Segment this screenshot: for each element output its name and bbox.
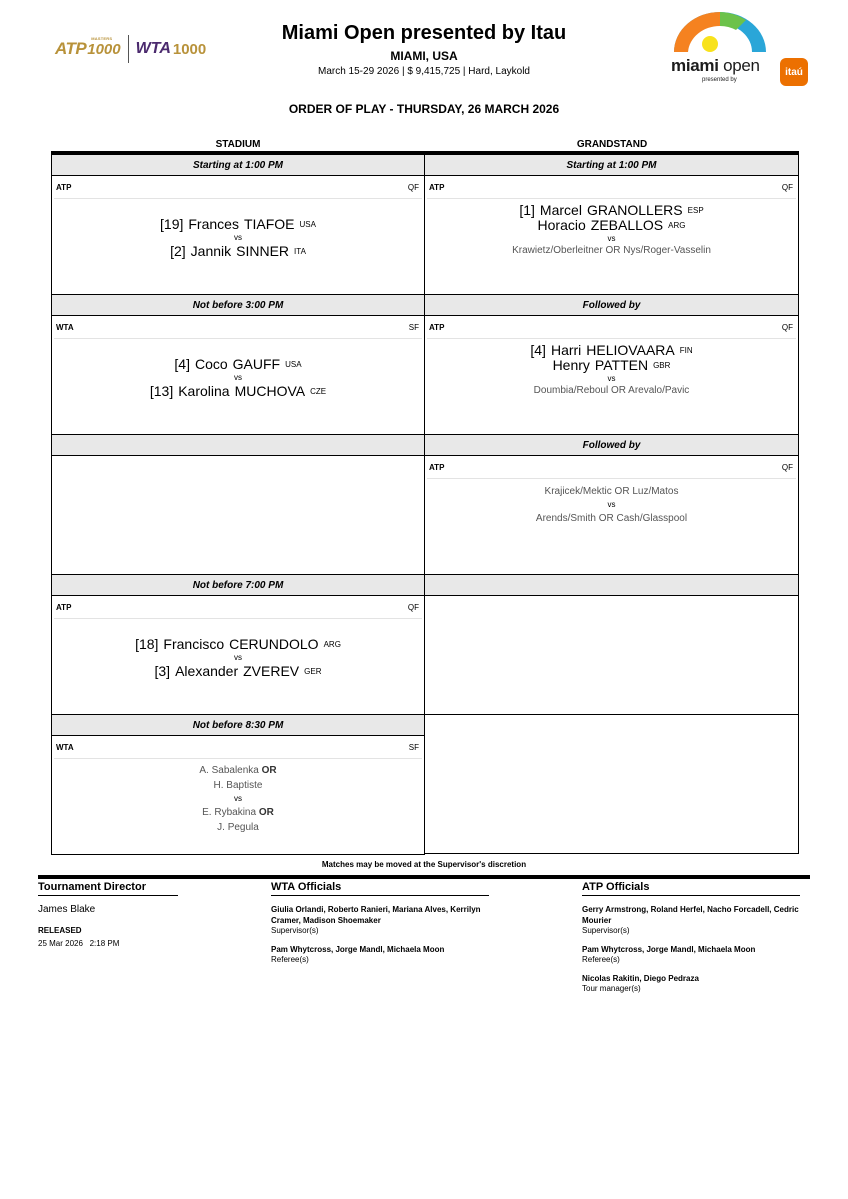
grandstand-column [425, 155, 799, 854]
match-meta [54, 176, 422, 199]
vs-label: vs [607, 374, 616, 383]
tour-label: WTA [56, 743, 74, 752]
tour-label: WTA [56, 323, 74, 332]
round-label: SF [408, 743, 419, 752]
match-slot [51, 715, 425, 855]
td-title: Tournament Director [38, 881, 178, 896]
atp-referees: Pam Whytcross, Jorge Mandl, Michaela Moon Referee(s) [582, 945, 756, 964]
match-slot [425, 295, 799, 435]
wta-officials-title: WTA Officials [271, 881, 489, 896]
team-options-1: Krajicek/Mektic OR Luz/Matos [544, 486, 679, 497]
match-meta [54, 316, 422, 339]
atp-officials-title: ATP Officials [582, 881, 800, 896]
match-slot [425, 155, 799, 295]
team-options-2: Arends/Smith OR Cash/Glasspool [535, 513, 688, 524]
footer-rule [38, 875, 810, 879]
tour-label: ATP [429, 183, 445, 192]
atp-supervisors: Gerry Armstrong, Roland Herfel, Nacho Forcadell, Cedric Mourier Supervisor(s) [582, 905, 799, 935]
slot-time: Not before 3:00 PM [52, 295, 424, 316]
tour-label: ATP [56, 183, 72, 192]
match-slot [425, 435, 799, 575]
match-meta [54, 596, 422, 619]
vs-label: vs [234, 233, 242, 242]
miami-open-logo [670, 10, 820, 90]
empty-slot [425, 714, 799, 854]
player-1: [19] Frances TIAFOE USA [160, 216, 316, 232]
tour-label: ATP [429, 323, 445, 332]
slot-time: Starting at 1:00 PM [425, 155, 798, 176]
match-players [52, 619, 424, 680]
vs-label: vs [607, 234, 616, 243]
player-1: [4] Harri HELIOVAARA FIN [530, 342, 693, 358]
slot-time: Not before 7:00 PM [52, 575, 424, 596]
page-header [0, 0, 848, 130]
match-meta [427, 176, 796, 199]
round-label: SF [408, 323, 419, 332]
tournament-city: MIAMI, USA [390, 49, 458, 63]
match-players [425, 199, 798, 258]
atp-logo-text: ATP [55, 39, 87, 58]
round-label: QF [781, 463, 793, 472]
atp-1000-text: MASTERS 1000 [87, 35, 121, 58]
masters-text: MASTERS [91, 35, 113, 41]
player-1: [4] Coco GAUFF USA [174, 356, 302, 372]
tournament-info: March 15-29 2026 | $ 9,415,725 | Hard, Laykold [318, 66, 530, 77]
wta-1000-text: 1000 [172, 40, 207, 58]
round-label: QF [407, 183, 419, 192]
released-label: RELEASED [38, 926, 82, 935]
order-of-play-title: ORDER OF PLAY - THURSDAY, 26 MARCH 2026 [288, 102, 560, 116]
opponent-teams: Doumbia/Reboul OR Arevalo/Pavic [533, 385, 690, 396]
vs-label: vs [234, 373, 242, 382]
round-label: QF [407, 603, 419, 612]
court-name-grandstand: GRANDSTAND [576, 139, 648, 150]
tournament-title: Miami Open presented by Itau [281, 22, 567, 44]
atp-officials-block [582, 881, 800, 994]
match-slot [51, 575, 425, 715]
empty-slot [425, 575, 799, 715]
miami-open-arc-icon [670, 10, 770, 54]
player-2: Horacio ZEBALLOS ARG [537, 217, 686, 233]
wta-referees: Pam Whytcross, Jorge Mandl, Michaela Moon Referee(s) [271, 945, 445, 964]
match-players [425, 479, 798, 525]
player-1: [1] Marcel GRANOLLERS ESP [519, 202, 704, 218]
match-players [52, 339, 424, 400]
player-option-4: J. Pegula [217, 822, 259, 833]
itau-logo: itaú [780, 58, 808, 86]
match-players [52, 759, 424, 835]
released-datetime: 25 Mar 2026 2:18 PM [38, 939, 120, 948]
atp-tour-managers: Nicolas Rakitin, Diego Pedraza Tour manager(s) [582, 974, 699, 993]
slot-time: Followed by [425, 435, 798, 456]
match-meta [54, 736, 422, 759]
vs-label: vs [607, 500, 616, 509]
slot-time [52, 435, 424, 456]
slot-time: Followed by [425, 295, 798, 316]
slot-time: Starting at 1:00 PM [52, 155, 424, 176]
empty-slot [51, 435, 425, 575]
player-2: [2] Jannik SINNER ITA [170, 243, 306, 259]
match-players [52, 199, 424, 260]
slot-time: Not before 8:30 PM [52, 715, 424, 736]
player-2: Henry PATTEN GBR [552, 357, 671, 373]
stadium-column [51, 155, 425, 855]
wta-logo-text: WTA [135, 40, 171, 57]
slot-time [425, 575, 798, 596]
opponent-teams: Krawietz/Oberleitner OR Nys/Roger-Vasselin [512, 245, 711, 256]
presented-by-text: presented by [702, 77, 737, 83]
tour-label: ATP [56, 603, 72, 612]
court-name-stadium: STADIUM [215, 139, 261, 150]
round-label: QF [781, 323, 793, 332]
match-slot [51, 295, 425, 435]
match-meta [427, 456, 796, 479]
round-label: QF [781, 183, 793, 192]
player-option-3: E. Rybakina OR [202, 807, 274, 818]
vs-label: vs [234, 653, 242, 662]
player-option-2: H. Baptiste [213, 780, 263, 791]
tour-label: ATP [429, 463, 445, 472]
match-players [425, 339, 798, 398]
player-2: [3] Alexander ZVEREV GER [154, 663, 322, 679]
player-option-1: A. Sabalenka OR [199, 765, 277, 776]
wta-supervisors: Giulia Orlandi, Roberto Ranieri, Mariana Alves, Kerrilyn Cramer, Madison Shoemaker Supervisor(s) [271, 905, 481, 935]
match-slot [51, 155, 425, 295]
disclaimer: Matches may be moved at the Supervisor's discretion [321, 860, 527, 869]
match-meta [427, 316, 796, 339]
td-name: James Blake [38, 904, 96, 915]
player-2: [13] Karolina MUCHOVA CZE [149, 383, 327, 399]
tournament-director-block [38, 881, 178, 948]
miami-open-wordmark: miami open [671, 56, 760, 75]
wta-officials-block [271, 881, 489, 965]
player-1: [18] Francisco CERUNDOLO ARG [135, 636, 341, 652]
vs-label: vs [234, 794, 242, 803]
